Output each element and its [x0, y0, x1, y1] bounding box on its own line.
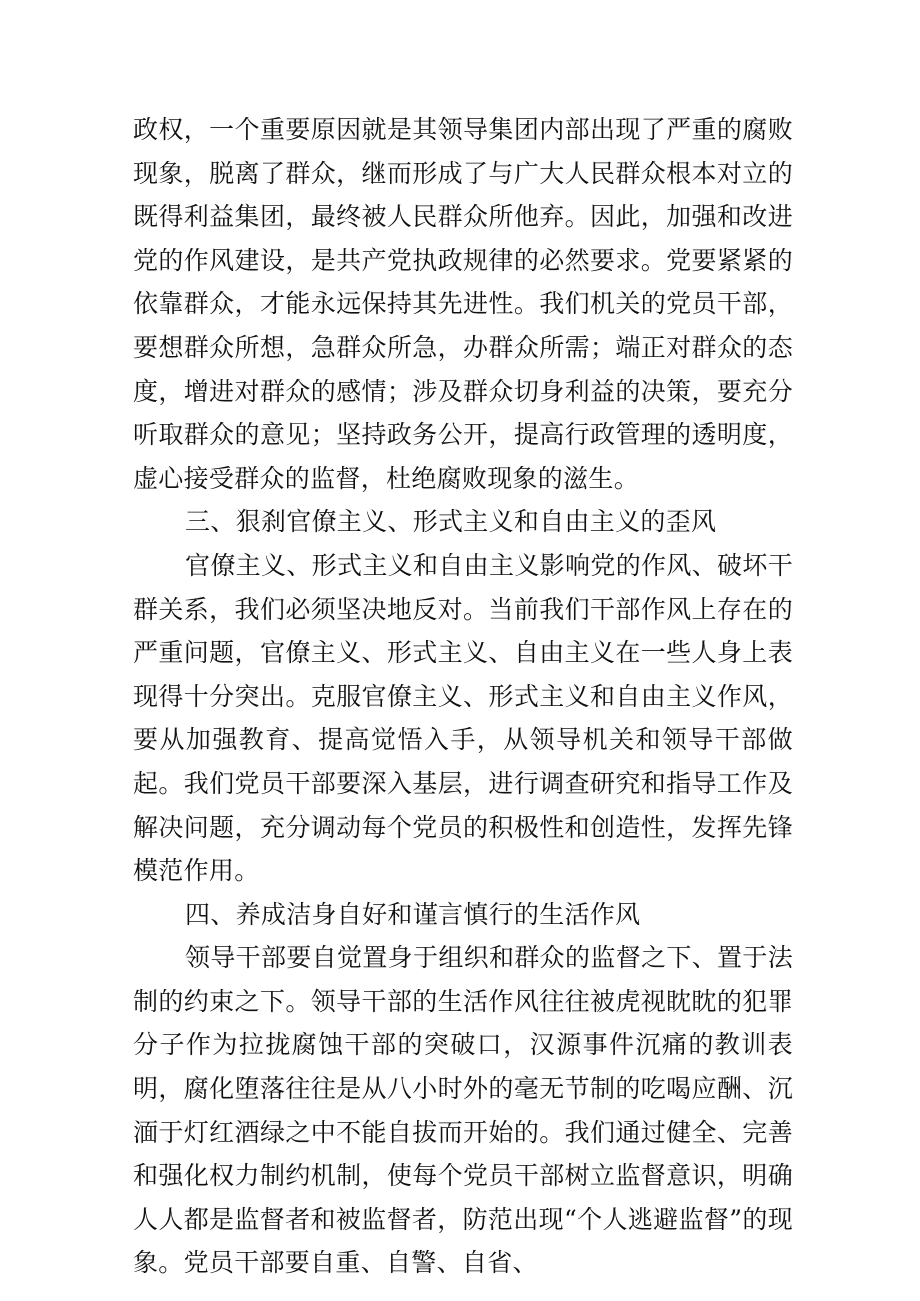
document-body: [133, 108, 793, 1285]
body-paragraph-3: 领导干部要自觉置身于组织和群众的监督之下、置于法制的约束之下。领导干部的生活作风往往被虎视眈眈的犯罪分子作为拉拢腐蚀干部的突破口，汉源事件沉痛的教训表明，腐化堕落往往是从八小时外的毫无节制的吃喝应酬、沉湎于灯红酒绿之中不能自拔而开始的。我们通过健全、完善和强化权力制约机制，使每个党员干部树立监督意识，明确人人都是监督者和被监督者，防范出现“个人逃避监督”的现象。党员干部要自重、自警、自省、: [133, 943, 793, 1278]
section-heading-4: 四、养成洁身自好和谨言慎行的生活作风: [185, 899, 641, 929]
body-paragraph-1: 政权，一个重要原因就是其领导集团内部出现了严重的腐败现象，脱离了群众，继而形成了与广大人民群众根本对立的既得利益集团，最终被人民群众所他弃。因此，加强和改进党的作风建设，是共产党执政规律的必然要求。党要紧紧的依靠群众，才能永远保持其先进性。我们机关的党员干部，要想群众所想，急群众所急，办群众所需；端正对群众的态度，增进对群众的感情；涉及群众切身利益的决策，要充分听取群众的意见；坚持政务公开，提高行政管理的透明度，虚心接受群众的监督，杜绝腐败现象的滋生。: [133, 115, 793, 493]
body-paragraph-2: 官僚主义、形式主义和自由主义影响党的作风、破坏干群关系，我们必须坚决地反对。当前我们干部作风上存在的严重问题，官僚主义、形式主义、自由主义在一些人身上表现得十分突出。克服官僚主义、形式主义和自由主义作风，要从加强教育、提高觉悟入手，从领导机关和领导干部做起。我们党员干部要深入基层，进行调查研究和指导工作及解决问题，充分调动每个党员的积极性和创造性，发挥先锋模范作用。: [133, 550, 793, 886]
section-heading-3: 三、狠刹官僚主义、形式主义和自由主义的歪风: [185, 507, 717, 537]
